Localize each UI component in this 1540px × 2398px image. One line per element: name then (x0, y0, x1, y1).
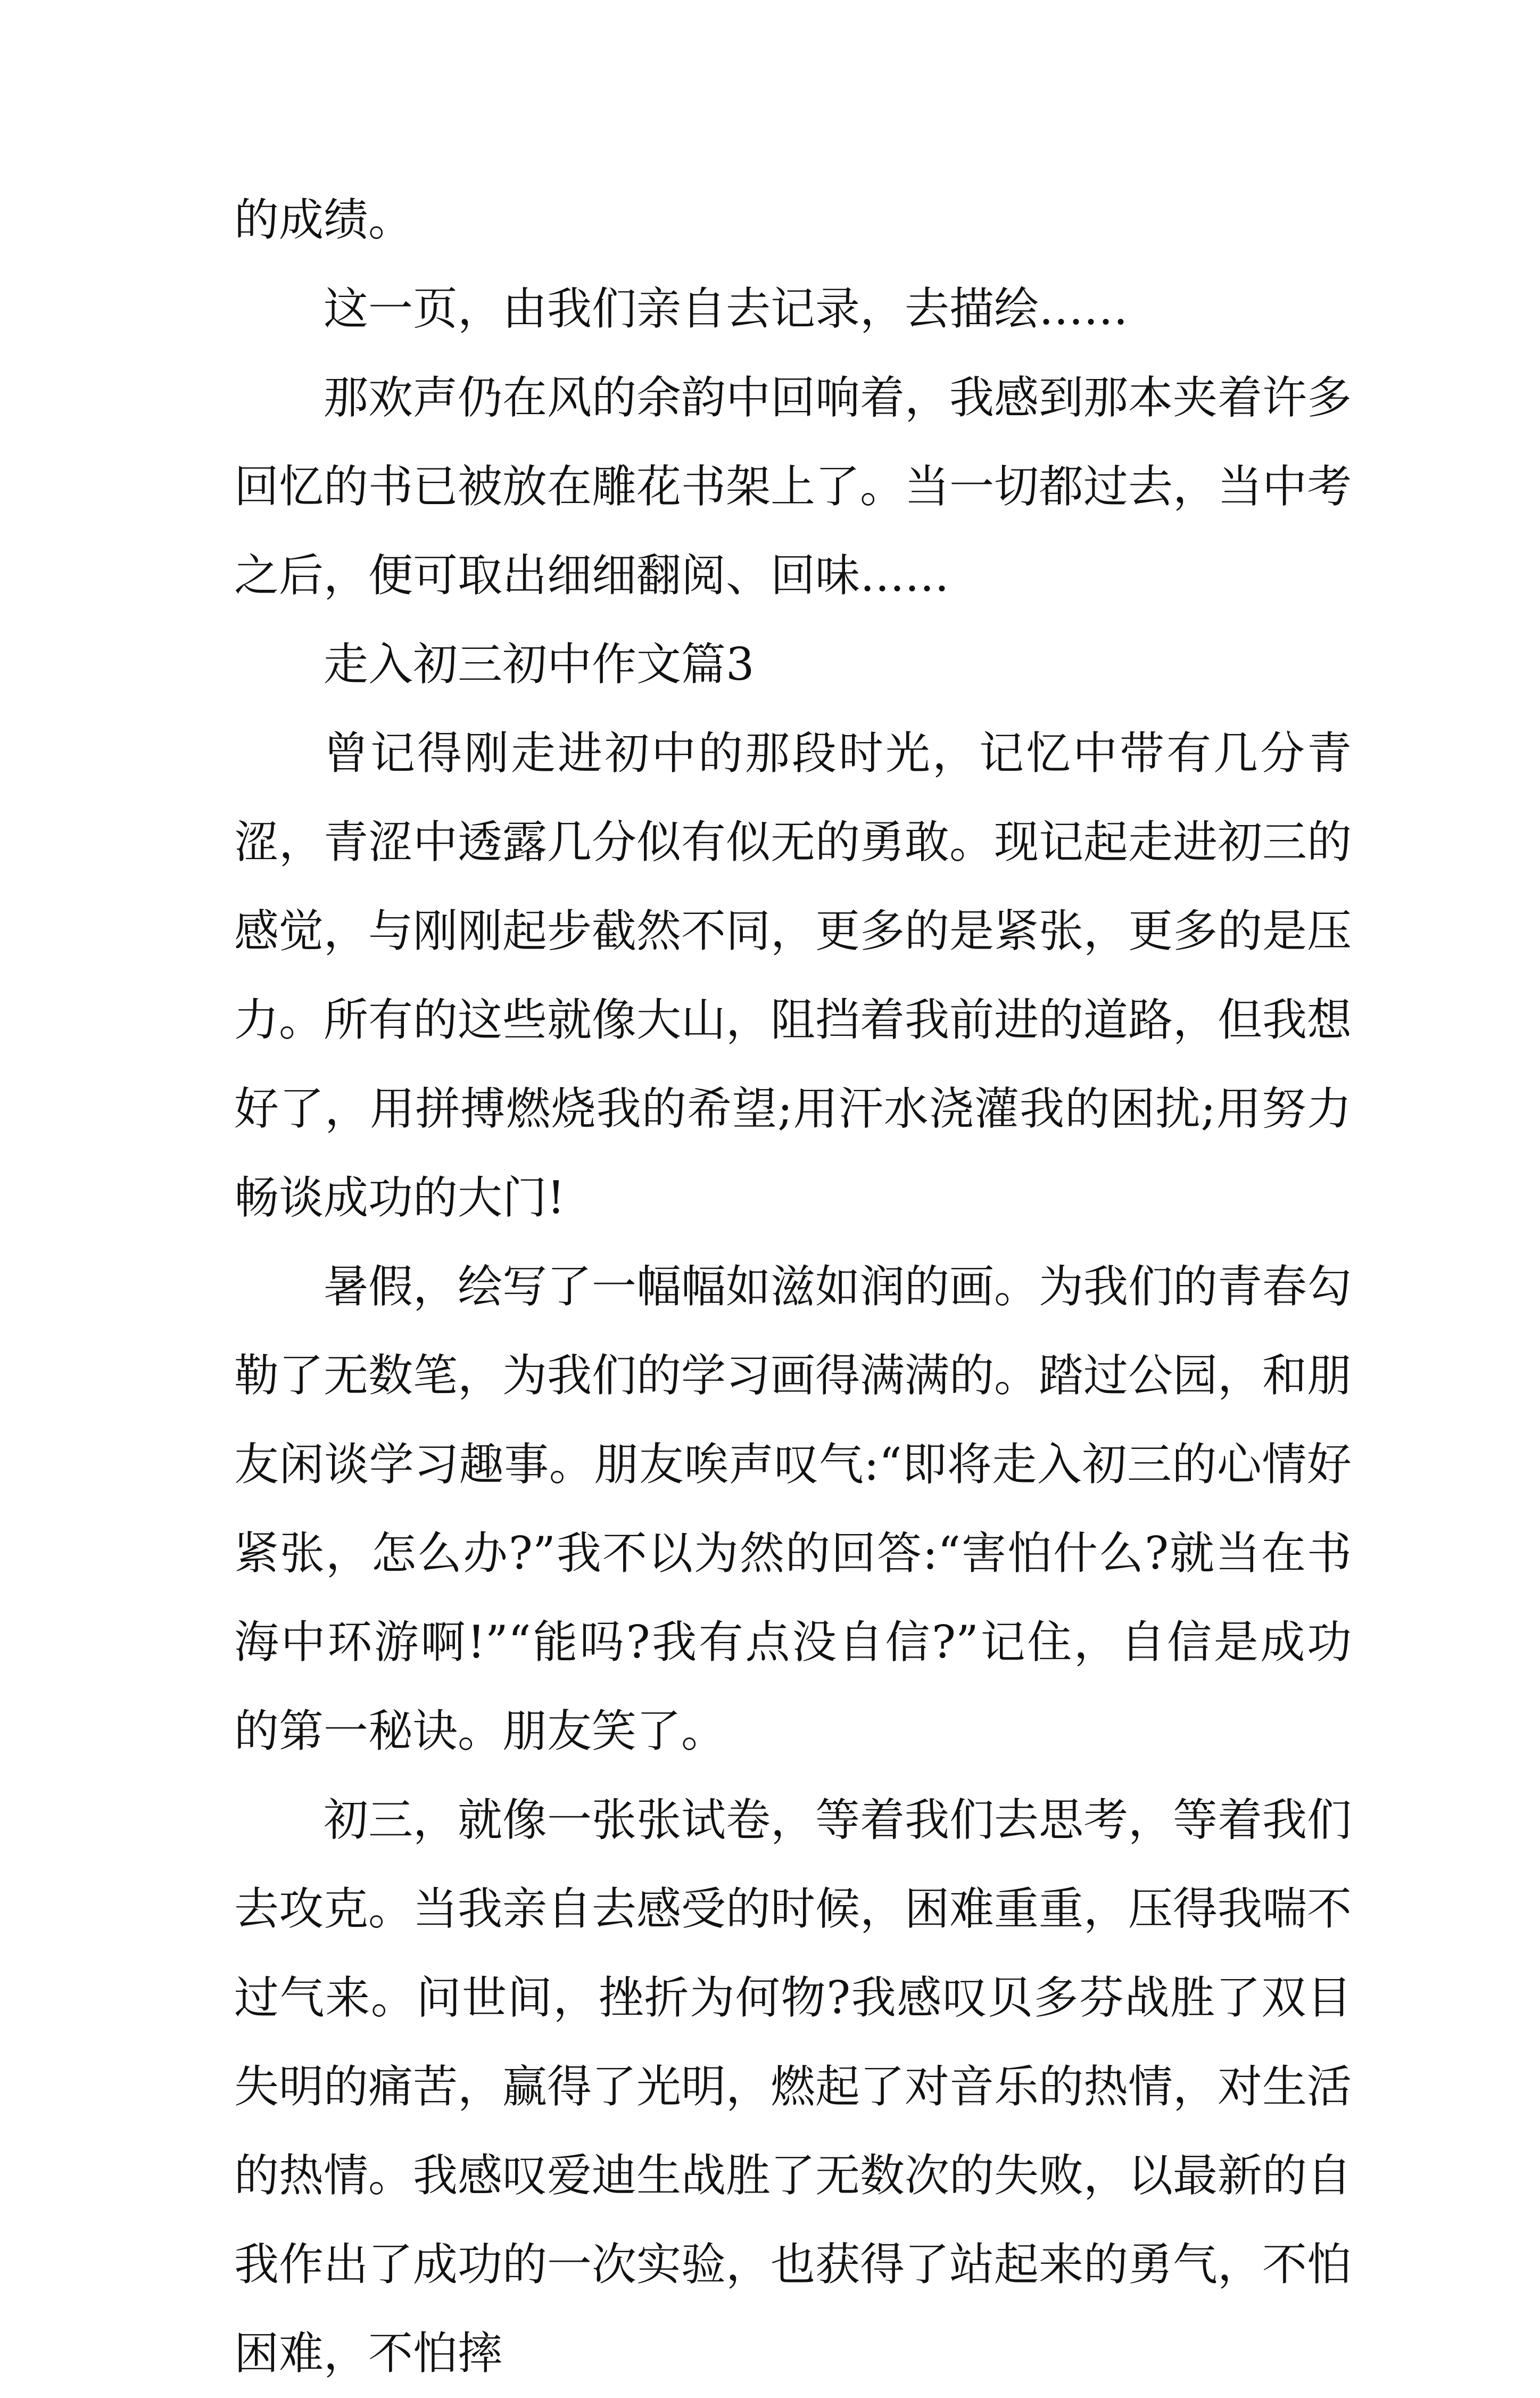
section-heading: 走入初三初中作文篇3 (324, 638, 755, 690)
paragraph-6: 初三，就像一张张试卷，等着我们去思考，等着我们去攻克。当我亲自去感受的时候，困难重重，压得我喘不过气来。问世间，挫折为何物?我感叹贝多芬战胜了双目失明的痛苦，赢得了光明，燃起了对音乐的热情，对生活的热情。我感叹爱迪生战胜了无数次的失败，以最新的自我作出了成功的一次实验，也获得了站起来的勇气，不怕困难，不怕摔 (234, 1794, 1352, 2379)
essay-body (234, 176, 1352, 2398)
paragraph-3: 那欢声仍在风的余韵中回响着，我感到那本夹着许多回忆的书已被放在雕花书架上了。当一切都过去，当中考之后，便可取出细细翻阅、回味…… (234, 372, 1352, 601)
paragraph-2: 这一页，由我们亲自去记录，去描绘…… (324, 283, 1129, 335)
paragraph-5: 暑假，绘写了一幅幅如滋如润的画。为我们的青春勾勒了无数笔，为我们的学习画得满满的。踏过公园，和朋友闲谈学习趣事。朋友唉声叹气:“即将走入初三的心情好紧张，怎么办?”我不以为然的回答:“害怕什么?就当在书海中环游啊!”“能吗?我有点没自信?”记住，自信是成功的第一秘诀。朋友笑了。 (234, 1260, 1352, 1757)
paragraph-1: 的成绩。 (234, 194, 413, 246)
paragraph-4: 曾记得刚走进初中的那段时光，记忆中带有几分青涩，青涩中透露几分似有似无的勇敢。现记起走进初三的感觉，与刚刚起步截然不同，更多的是紧张，更多的是压力。所有的这些就像大山，阻挡着我前进的道路，但我想好了，用拼搏燃烧我的希望;用汗水浇灌我的困扰;用努力畅谈成功的大门! (234, 727, 1352, 1224)
